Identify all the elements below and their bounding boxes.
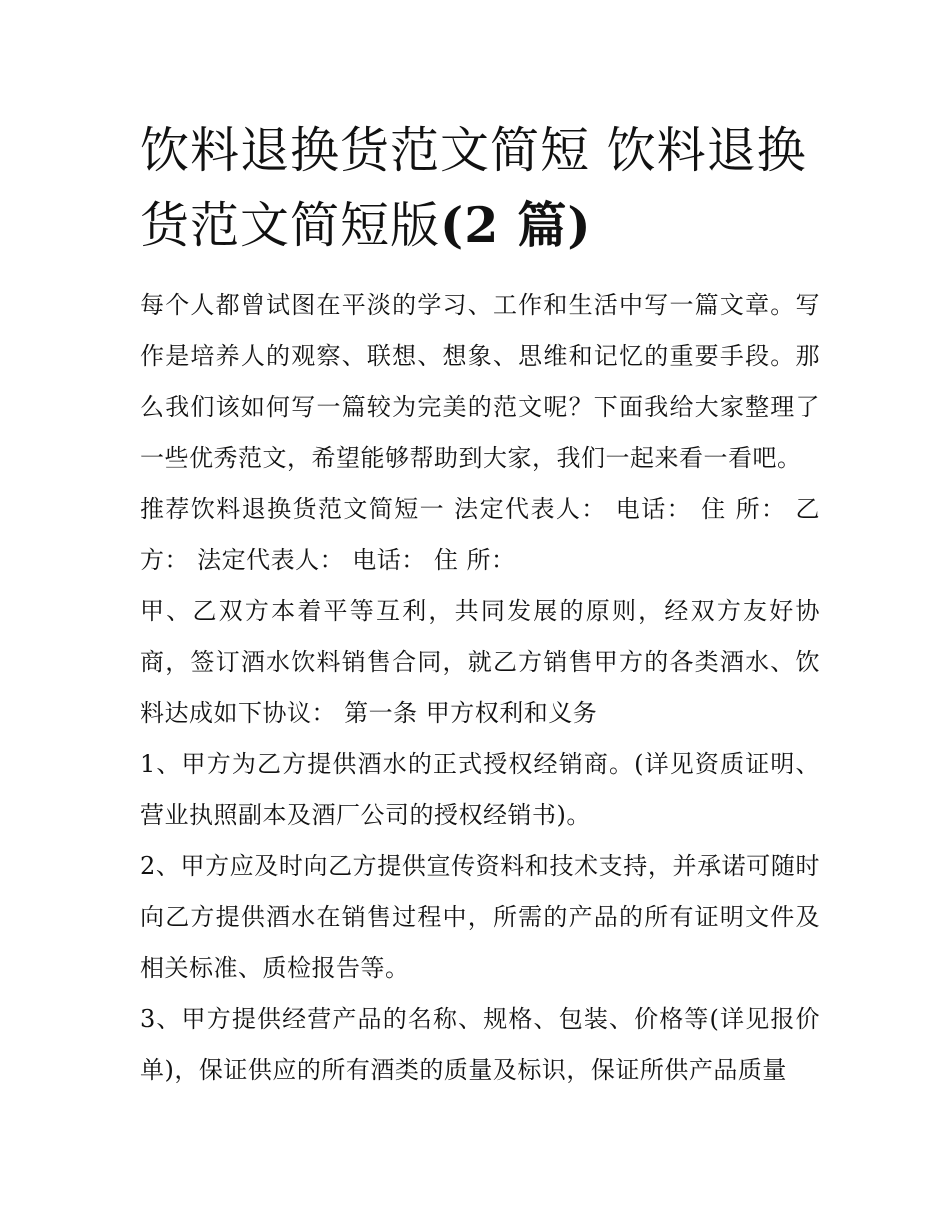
paragraph-clause-3: 3、甲方提供经营产品的名称、规格、包装、价格等(详见报价单)，保证供应的所有酒类的质量及标识，保证所供产品质量 xyxy=(140,1005,820,1084)
page-title xyxy=(140,114,820,263)
title-main: 饮料退换货范文简短 饮料退换货范文简短版 xyxy=(140,122,807,254)
paragraph-parties: 推荐饮料退换货范文简短一 法定代表人： 电话： 住 所： 乙方： 法定代表人： 电话： 住 所： xyxy=(140,495,820,574)
document-body xyxy=(140,280,820,1096)
paragraph-intro: 每个人都曾试图在平淡的学习、工作和生活中写一篇文章。写作是培养人的观察、联想、想象、思维和记忆的重要手段。那么我们该如何写一篇较为完美的范文呢？下面我给大家整理了一些优秀范文，希望能够帮助到大家，我们一起来看一看吧。 xyxy=(140,291,820,472)
paragraph-clause-1: 1、甲方为乙方提供酒水的正式授权经销商。(详见资质证明、营业执照副本及酒厂公司的授权经销书)。 xyxy=(140,750,820,829)
title-suffix: (2 篇) xyxy=(440,196,592,254)
paragraph-agreement: 甲、乙双方本着平等互利，共同发展的原则，经双方友好协商，签订酒水饮料销售合同，就乙方销售甲方的各类酒水、饮料达成如下协议： 第一条 甲方权利和义务 xyxy=(140,597,820,727)
paragraph-clause-2: 2、甲方应及时向乙方提供宣传资料和技术支持，并承诺可随时向乙方提供酒水在销售过程中，所需的产品的所有证明文件及相关标准、质检报告等。 xyxy=(140,852,820,982)
